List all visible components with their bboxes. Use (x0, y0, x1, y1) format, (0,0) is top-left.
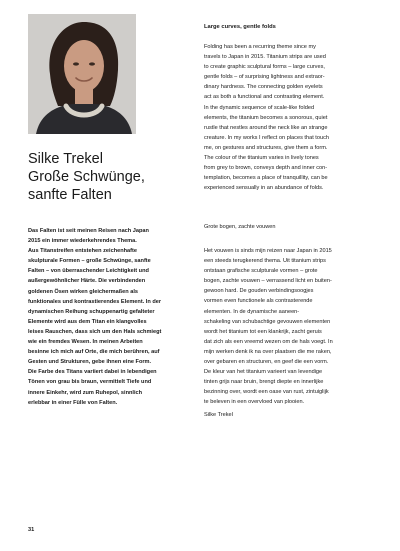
right-eye (89, 62, 95, 65)
left-eye (73, 62, 79, 65)
portrait-photo (28, 14, 136, 134)
german-title: Große Schwünge, sanfte Falten (28, 169, 145, 203)
german-paragraph: Das Falten ist seit meinen Reisen nach Japan 2015 ein immer wiederkehrendes Thema. Aus Titanstreifen entstehen zeichenhafte skulpturale Formen – große Schwünge, sanfte Falten – von überraschender Leichtigkeit und außergewöhnlicher Härte. Die verbindenden goldenen Ösen wirken gleichermaßen als funktionales und kontrastierendes Element. In der dynamischen Reihung schuppenartig gefalteter Elemente wird aus dem Titan ein klangvolles leises Rauschen, dass sich um den Hals schmiegt wie ein fremdes Wesen. In meinen Arbeiten besinne ich mich auf Orte, die mich berühren, auf Gesten und Strukturen, gebe ihnen eine Form. Die Farbe des Titans variiert dabei in lebendigen Tönen von grau bis braun, vermittelt Tiefe und innere Einkehr, wird zum Ruhepol, sinnlich erlebbar in einer Fülle von Falten. (28, 228, 162, 406)
signature: Silke Trekel (204, 412, 233, 418)
face-shape (64, 40, 104, 92)
english-paragraph: Folding has been a recurring theme since my travels to Japan in 2015. Titanium strips are used to create graphic sculptural forms – large curves, gentle folds – of surprising lightness and extraor- dinary hardness. The connecting golden eyelets act as both a functional and contrasting element. In the dynamic sequence of scale-like folded elements, the titanium becomes a sonorous, quiet rustle that nestles around the neck like an strange creature. In my works I reflect on places that touch me, on gestures and structures, give them a form. The colour of the titanium varies in lively tones from grey to brown, conveys depth and inner con- templation, becomes a place of tranquillity, can be experienced sensually in an abundance of folds. (204, 44, 329, 192)
dutch-heading: Grote bogen, zachte vouwen (204, 224, 276, 230)
dutch-paragraph: Het vouwen is sinds mijn reizen naar Japan in 2015 een steeds terugkerend thema. Uit titanium strips ontstaan grafische sculpturale vormen – grote bogen, zachte vouwen – verrassend licht en buiten- gewoon hard. De gouden verbindingsoogjes vormen even functionele als contrasterende elementen. In de dynamische aaneen- schakeling van schubachtige gevouwen elementen wordt het titanium tot een klankrijk, zacht geruis dat zich als een vreemd wezen om de hals voegt. In mijn werken denk ik na over plaatsen die me raken, over gebaren en structuren, en geef die een vorm. De kleur van het titanium varieert van levendige tinten grijs naar bruin, brengt diepte en innerlijke bezinning over, wordt een oase van rust, zintuiglijk te beleven in een overvloed van plooien. (204, 248, 333, 406)
artist-name: Silke Trekel (28, 151, 103, 167)
english-heading: Large curves, gentle folds (204, 24, 276, 30)
page-number: 31 (28, 527, 35, 533)
